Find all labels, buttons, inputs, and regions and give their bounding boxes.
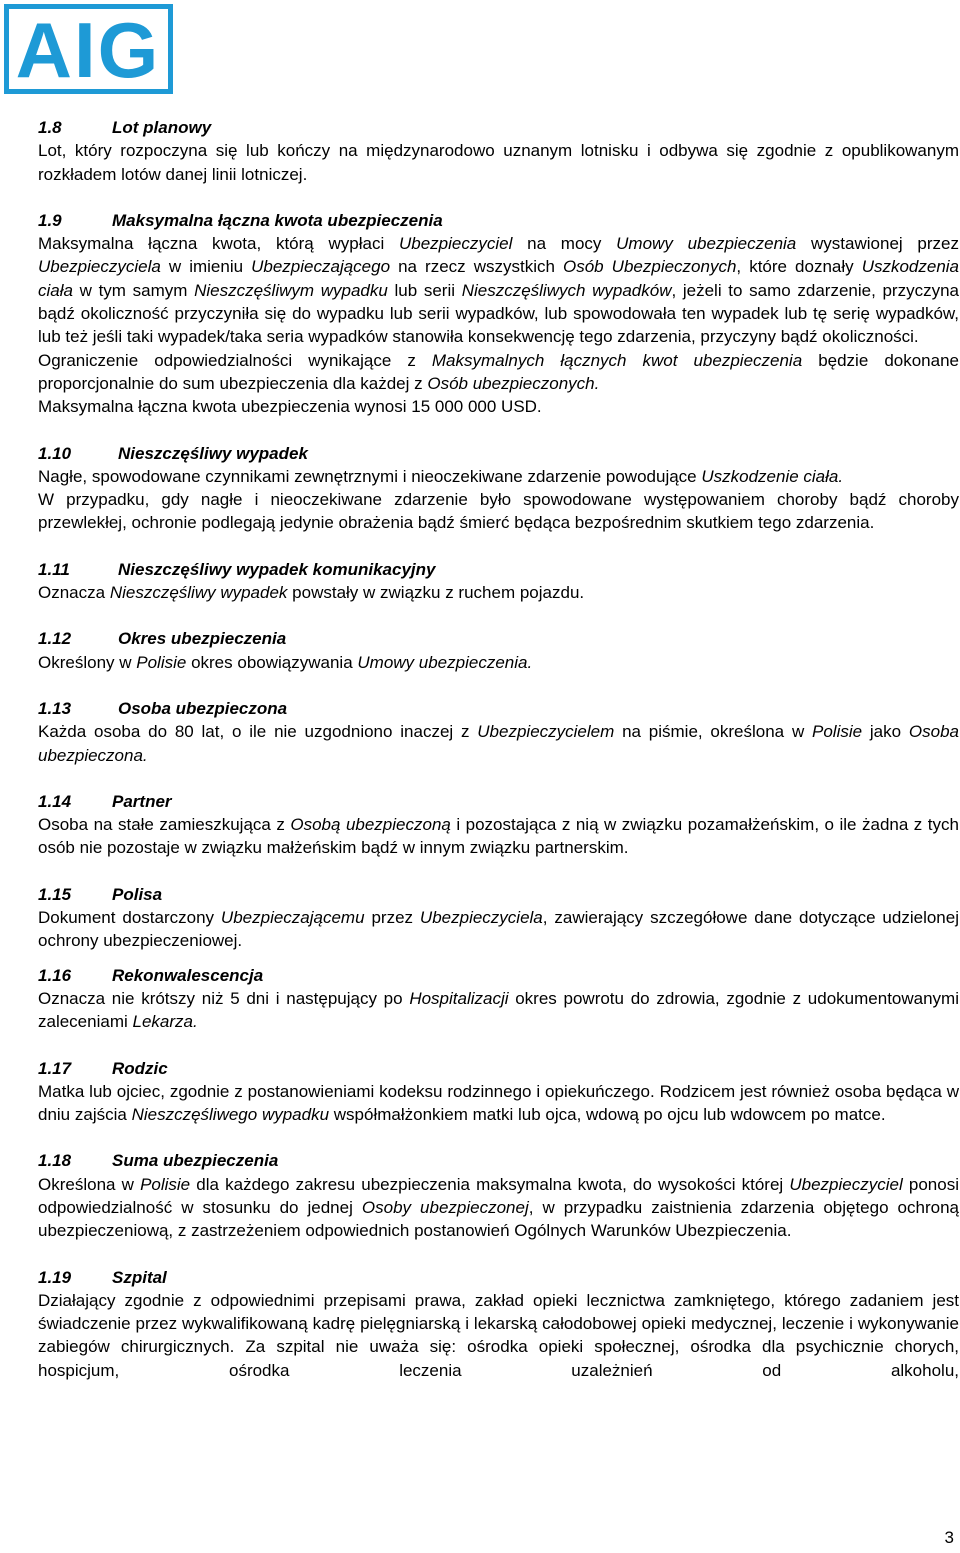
section-heading xyxy=(38,1149,959,1172)
paragraph xyxy=(38,720,959,767)
term: Uszkodzenie ciała. xyxy=(701,466,844,486)
paragraph xyxy=(38,1173,959,1243)
section-title: Nieszczęśliwy wypadek komunikacyjny xyxy=(118,559,436,579)
section-number: 1.14 xyxy=(38,791,72,811)
section-heading xyxy=(38,1266,959,1289)
term: Ubezpieczyciel xyxy=(398,234,513,254)
text: i pozostająca z nią w związku pozamałżeńskim, o ile żadna z tych osób nie pozostaje w związku małżeńskim bądź w innym związku partnerskim. xyxy=(38,815,959,858)
section-number: 1.11 xyxy=(38,559,70,579)
section-title: Lot planowy xyxy=(112,118,212,137)
section-title: Partner xyxy=(112,791,172,811)
text: Osoba na stałe zamieszkująca z xyxy=(38,815,291,835)
term: Umowy ubezpieczenia xyxy=(616,234,797,254)
section-heading xyxy=(38,209,959,232)
section-heading xyxy=(38,964,959,987)
section-1-10 xyxy=(38,442,959,535)
term: Polisie xyxy=(812,722,863,742)
paragraph xyxy=(38,581,959,604)
text: lub serii xyxy=(387,280,462,300)
section-heading xyxy=(38,697,959,720)
paragraph xyxy=(38,1080,959,1127)
section-1-17 xyxy=(38,1057,959,1127)
page-number: 3 xyxy=(944,1528,954,1547)
text: Nagłe, spowodowane czynnikami zewnętrznymi i nieoczekiwane zdarzenie powodujące xyxy=(38,466,702,486)
aig-logo-mark xyxy=(9,9,168,89)
text: Matka lub ojciec, zgodnie z postanowieniami kodeksu rodzinnego i opiekuńczego. Rodzicem jest również osoba będąca w dniu zajścia xyxy=(38,1081,959,1125)
text: dla każdego zakresu ubezpieczenia maksymalna kwota, do wysokości której xyxy=(190,1174,790,1194)
term: Maksymalnych łącznych kwot ubezpieczenia xyxy=(431,350,803,370)
paragraph: Lot, który rozpoczyna się lub kończy na międzynarodowo uznanym lotnisku i odbywa się zgodnie z opublikowanym rozkładem lotów danej linii lotniczej. xyxy=(38,141,959,184)
text: współmałżonkiem matki lub ojca, wdową po ojcu lub wdowcem po matce. xyxy=(329,1105,886,1125)
term: Ubezpieczyciel xyxy=(789,1174,903,1194)
section-heading xyxy=(38,442,959,465)
section-number: 1.8 xyxy=(38,118,62,137)
term: Polisie xyxy=(140,1174,191,1194)
text: powstały w związku z ruchem pojazdu. xyxy=(287,583,585,603)
text: będzie dokonane proporcjonalnie do sum ubezpieczenia dla każdej z xyxy=(38,350,959,393)
text: , w przypadku zaistnienia zdarzenia objętego ochroną ubezpieczeniową, z zastrzeżeniem odpowiednich postanowień Ogólnych Warunków Ubezpieczenia. xyxy=(38,1197,959,1241)
paragraph xyxy=(38,987,959,1034)
paragraph: Działający zgodnie z odpowiednimi przepisami prawa, zakład opieki lecznictwa zamkniętego, którego zadaniem jest świadczenie przez wykwalifikowaną kadrę pielęgniarską i lekarską całodobowej opieki medycznej, leczenie i wykonywanie zabiegów chirurgicznych. Za szpital nie uważa się: ośrodka opieki społecznej, ośrodka dla psychicznie chorych, hospicjum, ośrodka leczenia uzależnień od alkoholu, xyxy=(38,1290,959,1380)
text: Oznacza xyxy=(38,583,110,603)
paragraph xyxy=(38,906,959,953)
text: Dokument dostarczony xyxy=(38,908,221,928)
section-heading xyxy=(38,116,959,139)
section-heading xyxy=(38,883,959,906)
section-heading xyxy=(38,558,959,581)
text: wystawionej przez xyxy=(796,234,960,254)
text: ponosi odpowiedzialność w stosunku do jednej xyxy=(38,1174,959,1217)
section-1-11 xyxy=(38,558,959,605)
term: Osoby ubezpieczonej xyxy=(361,1197,529,1217)
text: w imieniu xyxy=(160,257,252,277)
section-title: Rekonwalescencja xyxy=(112,965,264,985)
section-1-13 xyxy=(38,697,959,767)
text: okres obowiązywania xyxy=(186,652,358,672)
section-1-16 xyxy=(38,964,959,1034)
section-title: Polisa xyxy=(112,884,163,904)
section-heading xyxy=(38,627,959,650)
section-title: Szpital xyxy=(112,1267,167,1287)
section-1-18 xyxy=(38,1149,959,1242)
text: Oznacza nie krótszy niż 5 dni i następujący po xyxy=(38,988,410,1008)
section-1-19 xyxy=(38,1266,959,1382)
term: Hospitalizacji xyxy=(409,988,509,1008)
section-number: 1.15 xyxy=(38,884,72,904)
section-heading xyxy=(38,1057,959,1080)
aig-logo-text: AIG xyxy=(15,9,161,89)
paragraph xyxy=(38,813,959,860)
text: Określona w xyxy=(38,1174,141,1194)
term: Ubezpieczycielem xyxy=(477,722,615,742)
document-body xyxy=(38,116,959,1382)
paragraph: W przypadku, gdy nagłe i nieoczekiwane zdarzenie było spowodowane występowaniem choroby bądź choroby przewlekłej, ochronie podlegają jedynie obrażenia bądź śmierć będąca bezpośrednim skutkiem tego zdarzenia. xyxy=(38,490,959,533)
section-1-12 xyxy=(38,627,959,674)
term: Ubezpieczającemu xyxy=(220,908,365,928)
section-number: 1.19 xyxy=(38,1267,72,1287)
text: okres powrotu do zdrowia, zgodnie z udokumentowanymi zaleceniami xyxy=(38,988,959,1032)
term: Osoba ubezpieczona. xyxy=(38,722,959,765)
section-heading xyxy=(38,790,959,813)
section-number: 1.16 xyxy=(38,965,72,985)
term: Nieszczęśliwym wypadku xyxy=(194,280,388,300)
section-number: 1.9 xyxy=(38,210,62,230)
paragraph: Maksymalna łączna kwota ubezpieczenia wynosi 15 000 000 USD. xyxy=(38,397,542,417)
term: Umowy ubezpieczenia. xyxy=(357,652,533,672)
text: na rzecz wszystkich xyxy=(390,257,563,277)
aig-logo xyxy=(4,4,173,94)
paragraph xyxy=(38,232,959,348)
section-number: 1.17 xyxy=(38,1058,72,1078)
paragraph xyxy=(38,465,959,488)
section-number: 1.10 xyxy=(38,443,72,463)
text: na piśmie, określona w xyxy=(614,722,813,742)
term: Ubezpieczającego xyxy=(251,257,391,277)
text: Każda osoba do 80 lat, o ile nie uzgodniono inaczej z xyxy=(38,722,478,742)
text: , które doznały xyxy=(736,257,862,277)
term: Nieszczęśliwy wypadek xyxy=(109,583,288,603)
term: Osób ubezpieczonych. xyxy=(427,373,600,393)
text: Określony w xyxy=(38,652,137,672)
section-1-8 xyxy=(38,116,959,186)
term: Lekarza. xyxy=(132,1012,198,1032)
section-title: Nieszczęśliwy wypadek xyxy=(118,443,308,463)
term: Nieszczęśliwego wypadku xyxy=(131,1105,330,1125)
term: Ubezpieczyciela xyxy=(38,257,161,277)
text: Maksymalna łączna kwota, którą wypłaci xyxy=(38,234,399,254)
paragraph xyxy=(38,349,959,396)
section-title: Osoba ubezpieczona xyxy=(118,698,288,718)
term: Uszkodzenia ciała xyxy=(38,257,960,300)
text: w tym samym xyxy=(72,280,195,300)
section-title: Rodzic xyxy=(112,1058,168,1078)
text: Ograniczenie odpowiedzialności wynikające z xyxy=(38,350,432,370)
section-number: 1.18 xyxy=(38,1151,72,1171)
section-title: Maksymalna łączna kwota ubezpieczenia xyxy=(112,210,443,230)
section-1-15 xyxy=(38,883,959,953)
term: Osobą ubezpieczoną xyxy=(290,815,451,835)
term: Ubezpieczyciela xyxy=(419,908,543,928)
section-number: 1.13 xyxy=(38,698,72,718)
text: , jeżeli to samo zdarzenie, przyczyna bądź okoliczność przyczyniła się do wypadku lub serii wypadków, lub spowodowała ten wypadek lub tę serię wypadków, lub też jeśli taki wypadek/taka seria wypadków stanowiła konsekwencję tego zdarzenia, przyczyny bądź okoliczności. xyxy=(38,280,959,347)
section-title: Okres ubezpieczenia xyxy=(118,629,287,649)
section-title: Suma ubezpieczenia xyxy=(112,1151,279,1171)
term: Osób Ubezpieczonych xyxy=(563,257,737,277)
text: jako xyxy=(862,722,909,742)
section-1-9 xyxy=(38,209,959,419)
text: , zawierający szczegółowe dane dotyczące udzielonej ochrony ubezpieczeniowej. xyxy=(38,908,959,951)
paragraph xyxy=(38,651,959,674)
section-1-14 xyxy=(38,790,959,860)
term: Polisie xyxy=(136,652,187,672)
term: Nieszczęśliwych wypadków xyxy=(461,280,672,300)
text: na mocy xyxy=(512,234,617,254)
section-number: 1.12 xyxy=(38,629,72,649)
text: przez xyxy=(364,908,420,928)
